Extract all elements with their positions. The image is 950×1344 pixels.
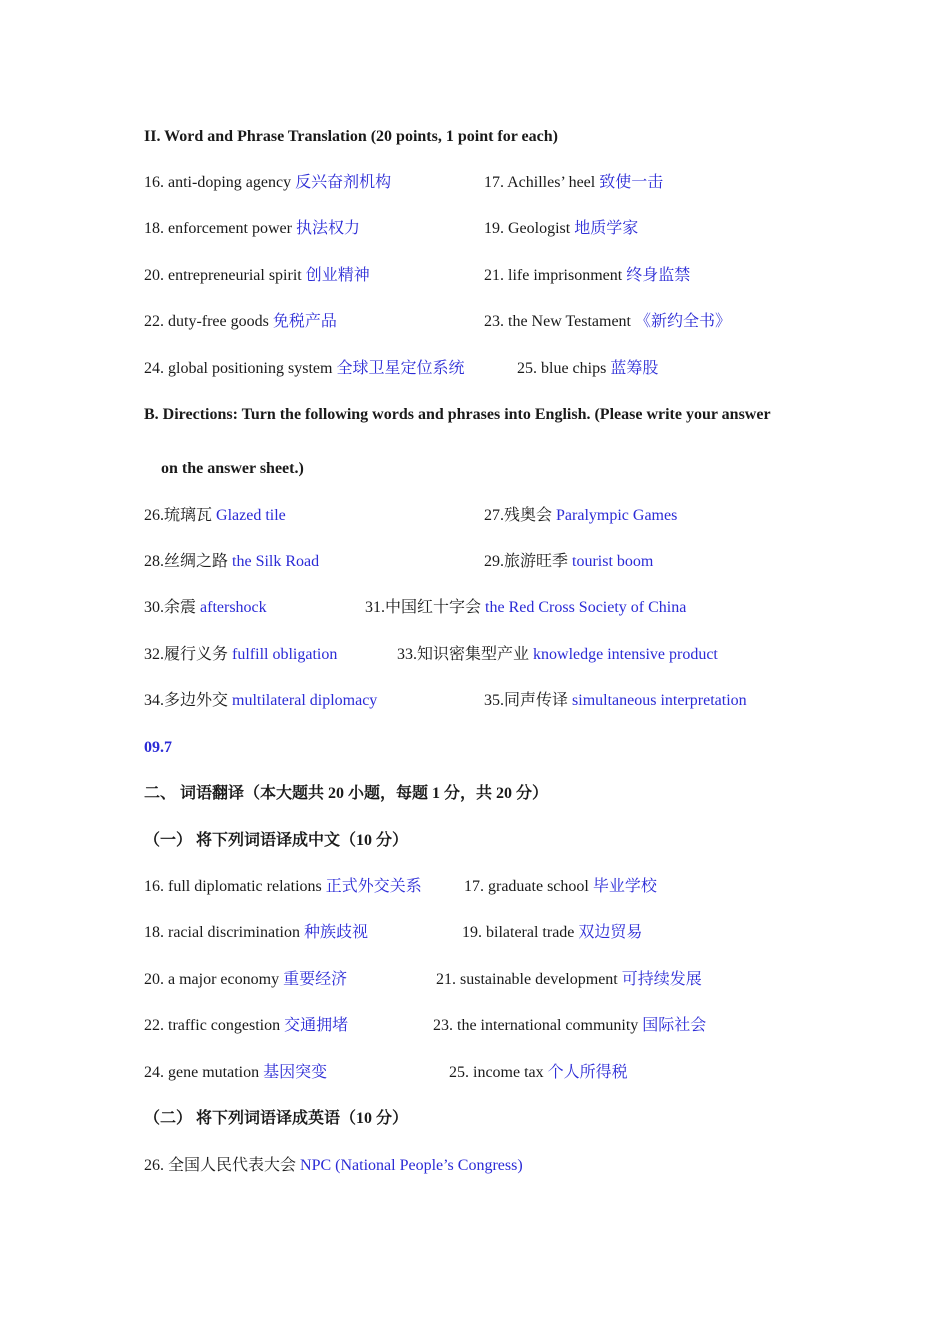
- list-item: 27.残奥会 Paralympic Games: [484, 507, 678, 524]
- list-item: 25. income tax 个人所得税: [449, 1064, 628, 1081]
- list-item: 19. bilateral trade 双边贸易: [462, 924, 643, 941]
- list-item: 22. traffic congestion 交通拥堵: [144, 1017, 349, 1034]
- list-item: 31.中国红十字会 the Red Cross Society of China: [365, 599, 687, 616]
- list-item: 20. entrepreneurial spirit 创业精神: [144, 267, 370, 284]
- subsection-heading: （一） 将下列词语译成中文（10 分）: [144, 832, 409, 849]
- list-item: 22. duty-free goods 免税产品: [144, 313, 337, 330]
- list-item: 21. sustainable development 可持续发展: [436, 971, 702, 988]
- list-item: 32.履行义务 fulfill obligation: [144, 646, 338, 663]
- list-item: 18. racial discrimination 种族歧视: [144, 924, 368, 941]
- list-item: 16. full diplomatic relations 正式外交关系: [144, 878, 422, 895]
- list-item: 30.余震 aftershock: [144, 599, 267, 616]
- list-item: 17. Achilles’ heel 致使一击: [484, 174, 664, 191]
- subsection-heading: （二） 将下列词语译成英语（10 分）: [144, 1110, 409, 1127]
- list-item: 19. Geologist 地质学家: [484, 220, 639, 237]
- list-item: 24. global positioning system 全球卫星定位系统: [144, 360, 465, 377]
- list-item: 28.丝绸之路 the Silk Road: [144, 553, 320, 570]
- list-item: 33.知识密集型产业 knowledge intensive product: [397, 646, 718, 663]
- list-item: 34.多边外交 multilateral diplomacy: [144, 692, 378, 709]
- list-item: 18. enforcement power 执法权力: [144, 220, 360, 237]
- exam-date: 09.7: [144, 739, 172, 756]
- section-heading: II. Word and Phrase Translation (20 points, 1 point for each): [144, 128, 558, 145]
- list-item: 20. a major economy 重要经济: [144, 971, 348, 988]
- list-item: 21. life imprisonment 终身监禁: [484, 267, 691, 284]
- list-item: 26.琉璃瓦 Glazed tile: [144, 507, 286, 524]
- list-item: 35.同声传译 simultaneous interpretation: [484, 692, 747, 709]
- list-item: 16. anti-doping agency 反兴奋剂机构: [144, 174, 392, 191]
- list-item: 24. gene mutation 基因突变: [144, 1064, 328, 1081]
- section-heading: 二、 词语翻译（本大题共 20 小题，每题 1 分，共 20 分）: [144, 785, 549, 802]
- list-item: 25. blue chips 蓝筹股: [517, 360, 659, 377]
- directions-text: B. Directions: Turn the following words and phrases into English. (Please write your answer: [144, 406, 771, 423]
- list-item: 23. the New Testament 《新约全书》: [484, 313, 732, 330]
- list-item: 29.旅游旺季 tourist boom: [484, 553, 654, 570]
- list-item: 23. the international community 国际社会: [433, 1017, 707, 1034]
- directions-text-continued: on the answer sheet.): [161, 460, 304, 477]
- list-item: 26. 全国人民代表大会 NPC (National People’s Congress): [144, 1157, 523, 1174]
- list-item: 17. graduate school 毕业学校: [464, 878, 657, 895]
